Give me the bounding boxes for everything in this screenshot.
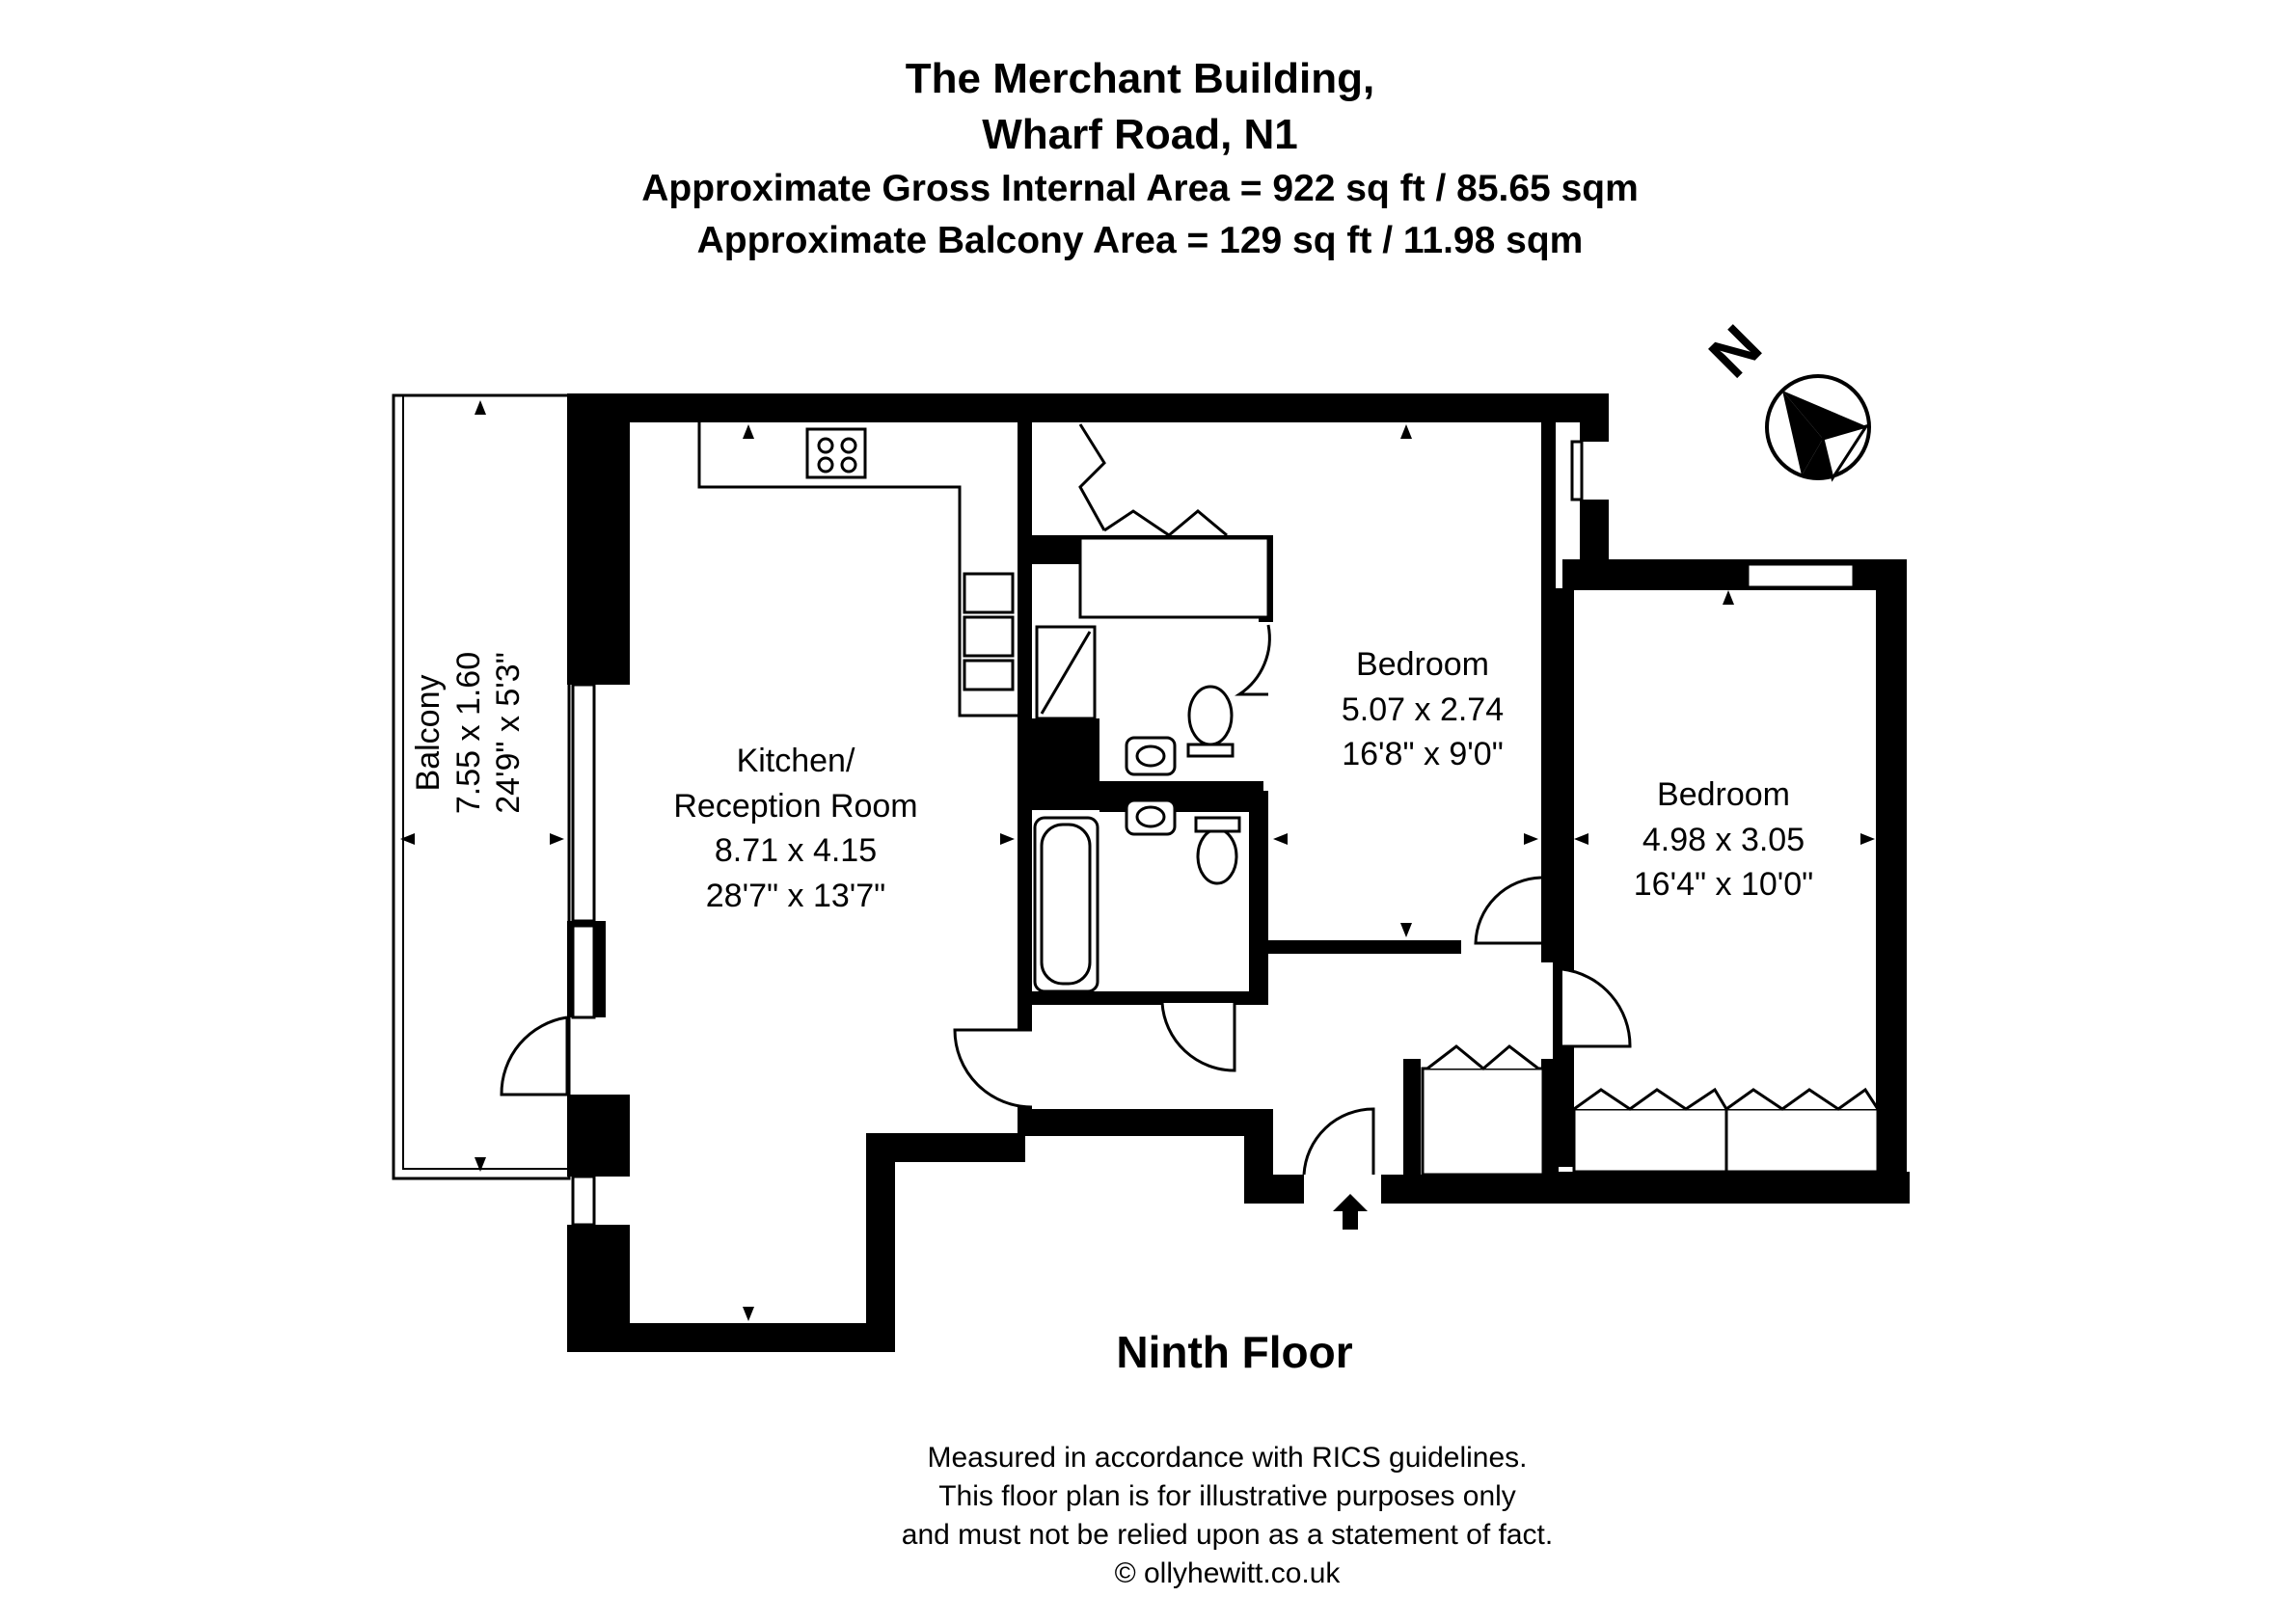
kitchen-units xyxy=(699,422,1018,716)
disclaimer-line-1: Measured in accordance with RICS guidelines. xyxy=(927,1442,1528,1474)
north-arrow-icon xyxy=(1696,312,1869,478)
disclaimer xyxy=(733,1439,1722,1593)
room-label-kitchen-reception xyxy=(673,743,917,914)
entrance-arrow-icon xyxy=(1333,1194,1368,1230)
balcony-area: Approximate Balcony Area = 129 sq ft / 11.98 sqm xyxy=(696,220,1584,261)
svg-text:24'9" x 5'3": 24'9" x 5'3" xyxy=(490,652,527,814)
room-label-bedroom-1 xyxy=(1342,646,1504,772)
svg-text:Kitchen/: Kitchen/ xyxy=(736,743,855,779)
svg-text:28'7" x 13'7": 28'7" x 13'7" xyxy=(705,878,886,914)
room-label-bedroom-2 xyxy=(1634,776,1813,903)
floor-level-label: Ninth Floor xyxy=(1116,1327,1353,1377)
disclaimer-line-2: This floor plan is for illustrative purposes only xyxy=(938,1480,1516,1512)
building-name: The Merchant Building, xyxy=(905,55,1375,102)
street-address: Wharf Road, N1 xyxy=(982,111,1298,158)
svg-text:Reception Room: Reception Room xyxy=(673,788,918,825)
svg-text:16'4" x 10'0": 16'4" x 10'0" xyxy=(1633,866,1814,903)
copyright-line: © ollyhewitt.co.uk xyxy=(1114,1557,1341,1589)
gross-internal-area: Approximate Gross Internal Area = 922 sq ft / 85.65 sqm xyxy=(641,168,1639,209)
svg-text:Bedroom: Bedroom xyxy=(1356,646,1489,683)
disclaimer-line-3: and must not be relied upon as a statement of fact. xyxy=(901,1519,1554,1551)
compass-label: N xyxy=(1696,312,1775,391)
svg-text:Balcony: Balcony xyxy=(410,674,447,792)
svg-text:8.71 x 4.15: 8.71 x 4.15 xyxy=(714,832,878,869)
svg-text:Bedroom: Bedroom xyxy=(1657,776,1790,813)
svg-text:16'8" x 9'0": 16'8" x 9'0" xyxy=(1342,736,1504,772)
svg-text:4.98 x 3.05: 4.98 x 3.05 xyxy=(1642,822,1805,858)
room-label-balcony xyxy=(410,652,527,814)
svg-text:7.55 x 1.60: 7.55 x 1.60 xyxy=(450,651,487,815)
svg-text:5.07 x 2.74: 5.07 x 2.74 xyxy=(1341,691,1505,728)
